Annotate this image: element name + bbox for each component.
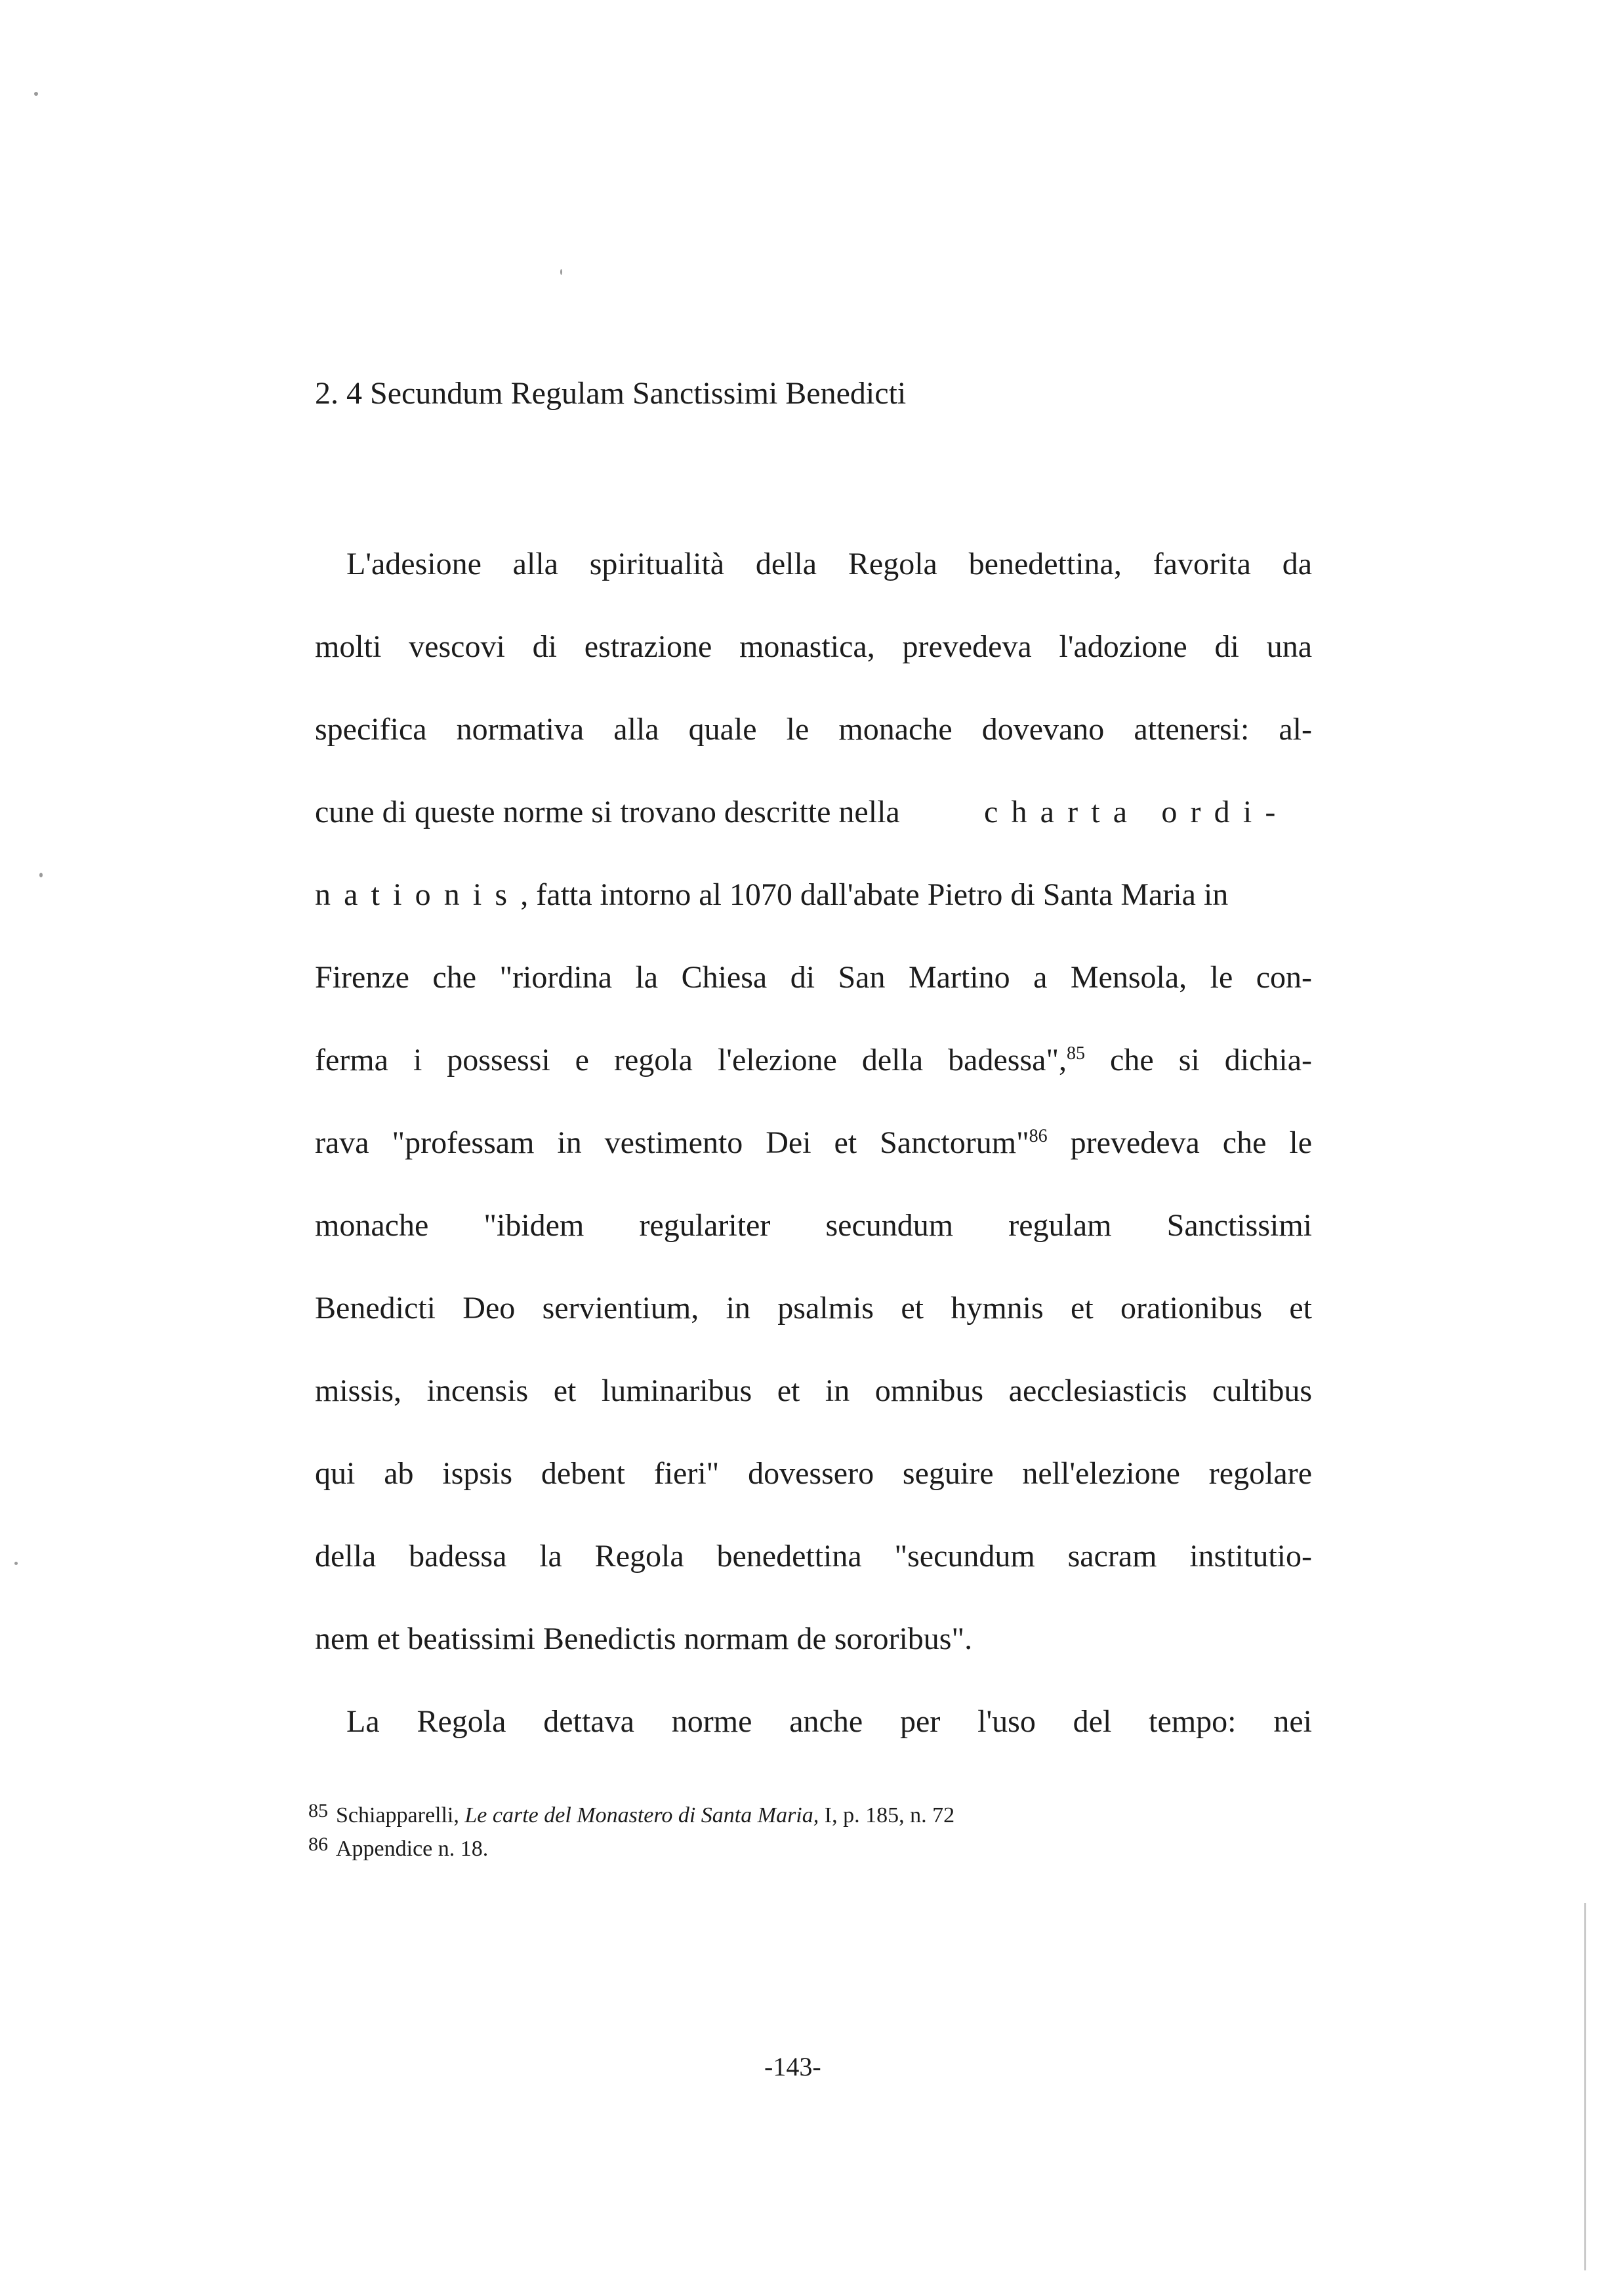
page-number: -143- [764,2052,821,2081]
body-line: La Regola dettava norme anche per l'uso del tempo: nei [346,1704,1312,1739]
scan-speck [39,873,43,877]
footnote-reference: 86 [1029,1126,1048,1146]
section-title: 2. 4 Secundum Regulam Sanctissimi Benedicti [315,376,907,411]
body-line: nationis, fatta intorno al 1070 dall'abate Pietro di Santa Maria in [315,877,1229,912]
footnote-number: 85 [308,1800,328,1822]
body-line: specifica normativa alla quale le monache dovevano attenersi: al- [315,712,1312,747]
footnote: 85 Schiapparelli, Le carte del Monastero di Santa Maria, I, p. 185, n. 72 [308,1797,954,1830]
body-line: della badessa la Regola benedettina "secundum sacram institutio- [315,1539,1312,1574]
body-line: Firenze che "riordina la Chiesa di San Martino a Mensola, le con- [315,960,1312,995]
body-line: rava "professam in vestimento Dei et Sanctorum"$^{86}$ prevedeva che le [315,1125,1312,1160]
body-line: L'adesione alla spiritualità della Regola benedettina, favorita da [346,547,1312,581]
footnotes [308,1797,954,1864]
scan-speck [34,92,38,96]
cited-title: Le carte del Monastero di Santa Maria, [464,1803,819,1827]
footnote-number: 86 [308,1833,328,1855]
scan-edge [1584,1903,1586,2270]
scan-speck [560,269,562,275]
body-line: molti vescovi di estrazione monastica, prevedeva l'adozione di una [315,629,1312,664]
spaced-latin-term: charta ordi- [984,795,1289,829]
body-line: cune di queste norme si trovano descritte nella charta ordi- [315,793,1312,832]
body-line: Benedicti Deo servientium, in psalmis et hymnis et orationibus et [315,1291,1312,1325]
body-line: missis, incensis et luminaribus et in omnibus aecclesiasticis cultibus [315,1373,1312,1408]
body-line: monache "ibidem regulariter secundum regulam Sanctissimi [315,1208,1312,1243]
spaced-latin-term: nationis [315,877,521,912]
body-line: qui ab ispsis debent fieri" dovessero seguire nell'elezione regolare [315,1456,1312,1491]
footnote-reference: 85 [1067,1043,1086,1064]
body-line: ferma i possessi e regola l'elezione della badessa",$^{85}$ che si dichia- [315,1043,1312,1077]
footnote: 86 Appendice n. 18. [308,1830,954,1864]
body-line: nem et beatissimi Benedictis normam de sororibus". [315,1621,973,1656]
scan-speck [14,1562,18,1565]
